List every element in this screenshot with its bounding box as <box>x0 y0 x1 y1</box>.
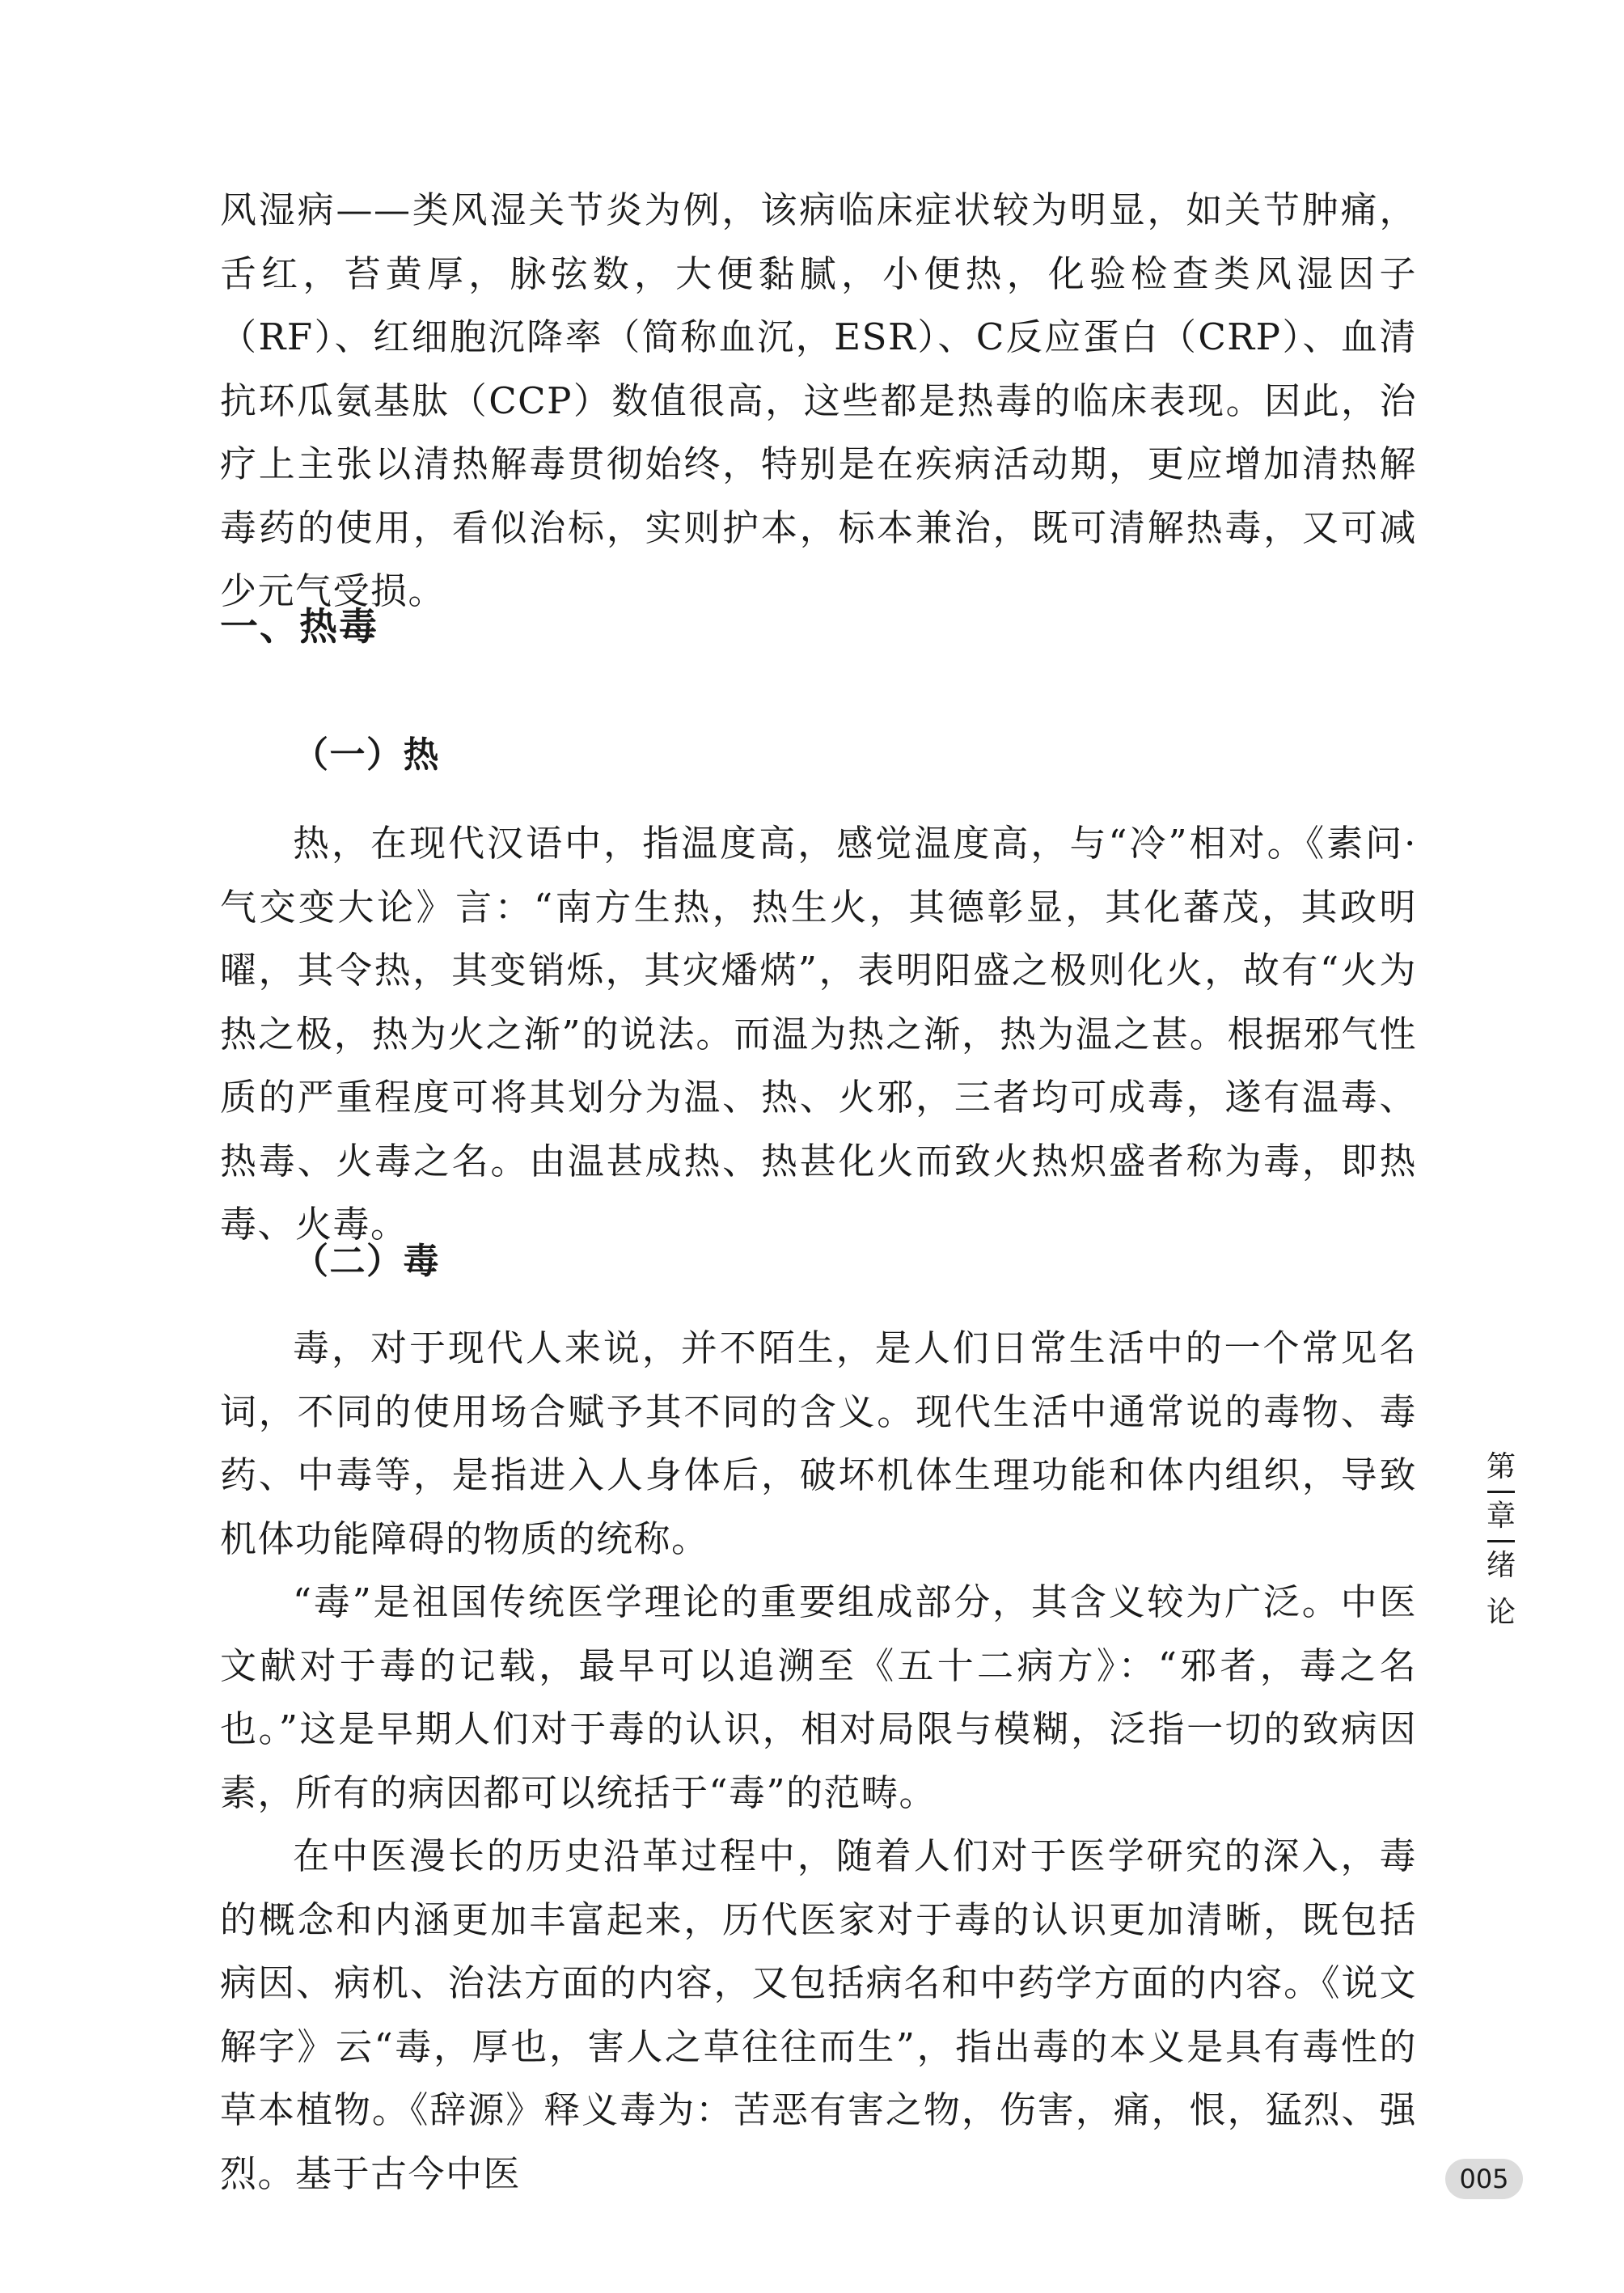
toxin-paragraph-2: “毒”是祖国传统医学理论的重要组成部分，其含义较为广泛。中医文献对于毒的记载，最早可以追溯至《五十二病方》：“邪者，毒之名也。”这是早期人们对于毒的认识，相对局限与模糊，泛指一切的致病因素，所有的病因都可以统括于“毒”的范畴。 <box>220 1580 1417 1814</box>
subsection-heading-heat: （一）热 <box>293 734 440 776</box>
intro-paragraph: 风湿病——类风湿关节炎为例，该病临床症状较为明显，如关节肿痛，舌红，苔黄厚，脉弦数，大便黏腻，小便热，化验检查类风湿因子（RF）、红细胞沉降率（简称血沉，ESR）、C反应蛋白（CRP）、血清抗环瓜氨基肽（CCP）数值很高，这些都是热毒的临床表现。因此，治疗上主张以清热解毒贯彻始终，特别是在疾病活动期，更应增加清热解毒药的使用，看似治标，实则护本，标本兼治，既可清解热毒，又可减少元气受损。 <box>220 188 1417 612</box>
chapter-side-tab <box>1477 1444 1525 1636</box>
subsection-heading-toxin: （二）毒 <box>293 1241 440 1282</box>
side-tab-char: 章 <box>1486 1500 1516 1533</box>
section-heading-heat-toxin: 一、热毒 <box>220 605 379 649</box>
side-tab-char: 绪 <box>1486 1549 1516 1582</box>
side-tab-char: 第 <box>1486 1450 1516 1483</box>
toxin-paragraph-3: 在中医漫长的历史沿革过程中，随着人们对于医学研究的深入，毒的概念和内涵更加丰富起来，历代医家对于毒的认识更加清晰，既包括病因、病机、治法方面的内容，又包括病名和中药学方面的内容。《说文解字》云“毒，厚也，害人之草往往而生”，指出毒的本义是具有毒性的草本植物。《辞源》释义毒为：苦恶有害之物，伤害，痛，恨，猛烈、强烈。基于古今中医 <box>220 1834 1417 2195</box>
heat-block <box>220 812 1417 1257</box>
intro-block <box>220 179 1417 624</box>
toxin-paragraph-1: 毒，对于现代人来说，并不陌生，是人们日常生活中的一个常见名词，不同的使用场合赋予其不同的含义。现代生活中通常说的毒物、毒药、中毒等，是指进入人身体后，破坏机体生理功能和体内组织，导致机体功能障碍的物质的统称。 <box>220 1326 1417 1560</box>
toxin-block <box>220 1317 1417 2206</box>
page-number: 005 <box>1445 2159 1523 2199</box>
side-tab-char: 论 <box>1486 1596 1516 1629</box>
heat-paragraph: 热，在现代汉语中，指温度高，感觉温度高，与“冷”相对。《素问·气交变大论》言：“南方生热，热生火，其德彰显，其化蕃茂，其政明曜，其令热，其变销烁，其灾燔焫”，表明阳盛之极则化火，故有“火为热之极，热为火之渐”的说法。而温为热之渐，热为温之甚。根据邪气性质的严重程度可将其划分为温、热、火邪，三者均可成毒，遂有温毒、热毒、火毒之名。由温甚成热、热甚化火而致火热炽盛者称为毒，即热毒、火毒。 <box>220 822 1417 1246</box>
